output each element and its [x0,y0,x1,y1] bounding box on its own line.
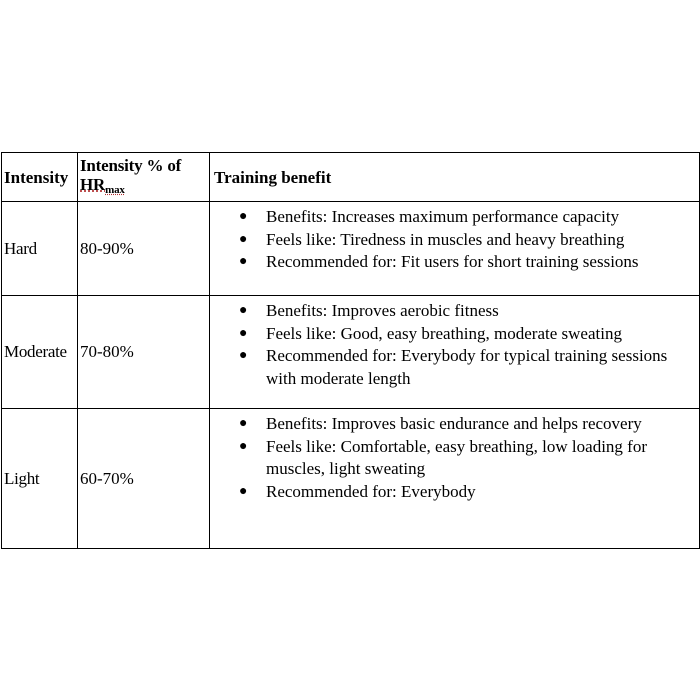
benefit-text: Feels like: Tiredness in muscles and heavy breathing [266,229,625,249]
percent-cell: 60-70% [78,409,210,549]
benefit-list [210,413,699,503]
benefit-item [210,300,699,323]
benefit-text: Recommended for: Everybody for typical training sessions with moderate length [266,346,668,388]
bullet-icon: ● [239,438,248,454]
table-row-light [2,409,700,549]
benefit-cell [210,409,700,549]
header-max-subscript: max [105,184,125,196]
intensity-cell: Hard [2,202,78,296]
benefit-cell [210,202,700,296]
header-training-benefit: Training benefit [210,153,700,202]
benefit-text: Feels like: Comfortable, easy breathing, low loading for muscles, light sweating [266,436,647,478]
benefit-item [210,481,699,504]
intensity-cell: Light [2,409,78,549]
benefit-item [210,206,699,229]
header-percent-hrmax [80,175,209,200]
intensity-cell: Moderate [2,296,78,409]
bullet-icon: ● [239,254,248,269]
header-hr-text: HR [80,175,106,194]
benefit-text: Feels like: Good, easy breathing, moderate sweating [266,323,622,343]
bullet-icon: ● [239,303,248,318]
header-intensity-percent [78,153,210,202]
bullet-icon: ● [239,348,248,363]
benefit-item [210,323,699,346]
benefit-text: Recommended for: Everybody [266,481,476,501]
benefit-list [210,206,699,274]
bullet-icon: ● [239,416,248,431]
benefit-item [210,229,699,252]
benefit-text: Benefits: Improves basic endurance and helps recovery [266,414,642,433]
header-intensity: Intensity [2,153,78,202]
percent-cell: 80-90% [78,202,210,296]
percent-cell: 70-80% [78,296,210,409]
benefit-list [210,300,699,390]
heart-rate-zone-table [1,152,700,549]
benefit-item [210,251,699,274]
bullet-icon: ● [239,231,248,247]
header-percent-line1: Intensity % of [80,156,182,175]
benefit-item [210,345,699,390]
benefit-cell [210,296,700,409]
bullet-icon: ● [239,483,248,499]
benefit-text: Benefits: Improves aerobic fitness [266,301,499,320]
benefit-item [210,436,699,481]
bullet-icon: ● [239,325,248,341]
header-row [2,153,700,202]
benefit-text: Recommended for: Fit users for short training sessions [266,252,639,271]
benefit-item [210,413,699,436]
benefit-text: Benefits: Increases maximum performance capacity [266,207,620,226]
table-row-hard [2,202,700,296]
bullet-icon: ● [239,209,248,224]
table-row-moderate [2,296,700,409]
